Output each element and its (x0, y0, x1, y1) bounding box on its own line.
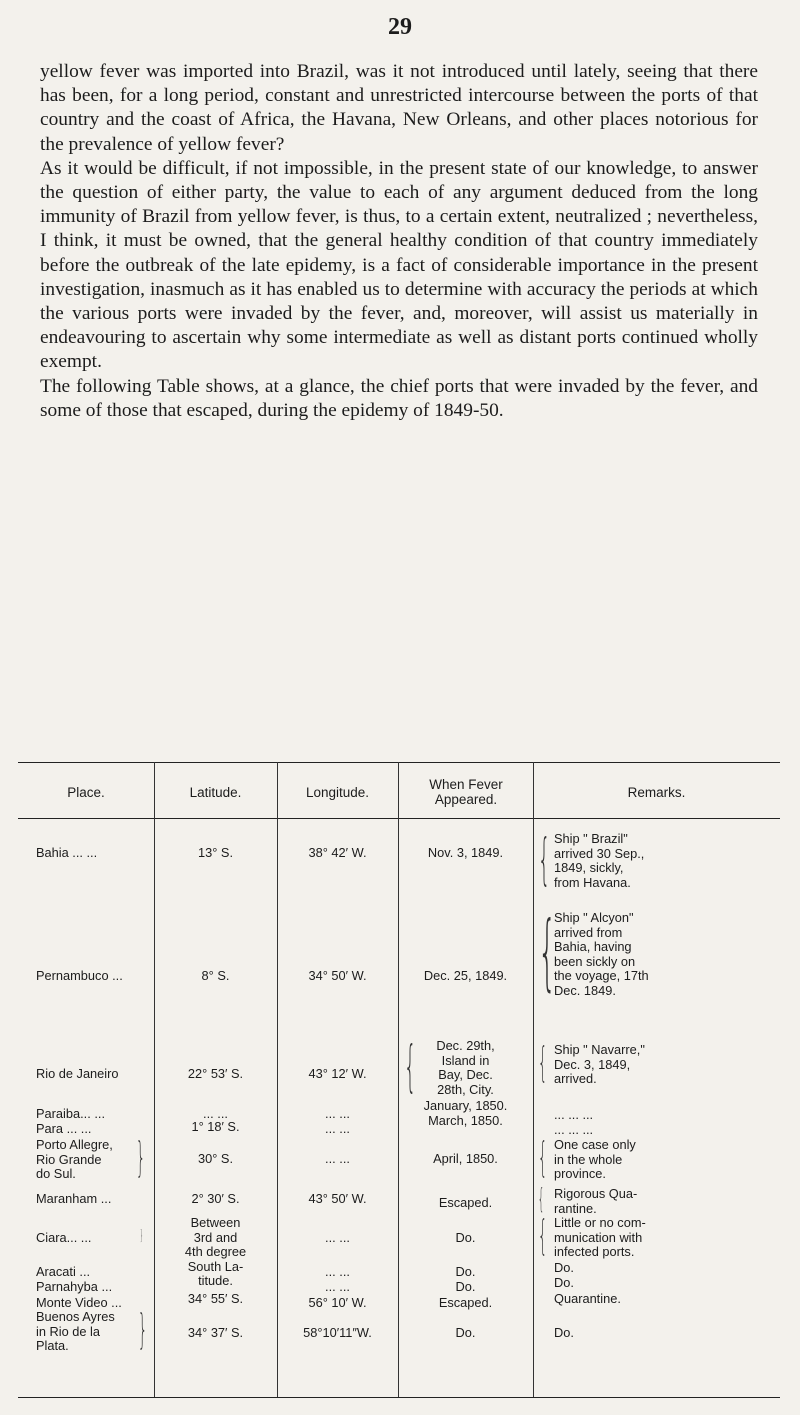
table-cell-place: Monte Video ... (36, 1295, 122, 1310)
table-cell-remarks: Dec. 3, 1849, (554, 1056, 631, 1072)
table-cell-place: Rio de Janeiro (36, 1066, 119, 1081)
table-cell-remarks: Ship " Alcyon" (554, 910, 634, 925)
brace-mark: { (538, 1211, 548, 1259)
paragraph: The following Table shows, at a glance, the chief ports that were invaded by the fever, and some of those that escaped, during the epidemy of 1849-50. (40, 375, 758, 421)
brace-mark: } (136, 1133, 146, 1181)
table-cell-longitude: ... ... (325, 1264, 350, 1279)
brace-mark: } (138, 1305, 148, 1353)
table-cell-remarks: province. (554, 1166, 606, 1181)
table-cell-place: Maranham ... (36, 1191, 112, 1206)
table-cell-remarks: Ship " Navarre," (554, 1042, 645, 1057)
table-cell-longitude: 38° 42′ W. (308, 845, 367, 860)
table-cell-latitude: 22° 53′ S. (187, 1066, 244, 1081)
brace-mark: { (538, 1183, 545, 1215)
table-cell-latitude: 2° 30′ S. (191, 1191, 240, 1206)
table-cell-remarks: from Havana. (554, 874, 631, 890)
header-when: When Fever Appeared. (429, 777, 503, 807)
table-cell-when: Do. (455, 1230, 476, 1245)
header-place: Place. (67, 784, 105, 800)
header-remarks: Remarks. (627, 784, 686, 800)
table-rule (18, 762, 780, 763)
table-cell-longitude: 43° 50′ W. (308, 1191, 367, 1206)
table-rule (18, 818, 780, 819)
table-cell-place: Porto Allegre, (36, 1137, 113, 1152)
table-cell-longitude: 34° 50′ W. (308, 968, 367, 983)
table-cell-when: Bay, Dec. (438, 1067, 493, 1082)
table-cell-remarks: the voyage, 17th (554, 968, 649, 983)
table-cell-when: Escaped. (438, 1195, 493, 1210)
table-cell-when: March, 1850. (428, 1113, 503, 1128)
table-cell-remarks: Ship " Brazil" (554, 831, 628, 846)
brace-mark: } (140, 1228, 144, 1244)
table-cell-remarks: ... ... ... (554, 1122, 594, 1137)
epidemic-table (18, 762, 780, 1402)
table-cell-latitude: 30° S. (198, 1151, 233, 1166)
table-cell-longitude: ... ... (325, 1151, 350, 1166)
table-cell-remarks: Bahia, having (554, 939, 632, 954)
table-cell-remarks: Rigorous Qua- (554, 1186, 638, 1201)
table-cell-when: Do. (455, 1264, 476, 1279)
table-cell-remarks: Quarantine. (554, 1291, 621, 1306)
table-cell-remarks: in the whole (554, 1151, 623, 1167)
table-cell-when: April, 1850. (433, 1151, 498, 1166)
table-cell-when: Do. (455, 1325, 476, 1340)
table-cell-when: 28th, City. (437, 1081, 494, 1097)
table-cell-place: Parnahyba ... (36, 1279, 113, 1294)
table-cell-longitude: ... ... (325, 1106, 350, 1121)
brace-mark: { (538, 827, 551, 891)
column-divider (533, 762, 534, 1397)
column-divider (277, 762, 278, 1397)
table-cell-remarks: Little or no com- (554, 1215, 646, 1230)
table-cell-remarks: ... ... ... (554, 1107, 594, 1122)
table-cell-remarks: rantine. (554, 1200, 597, 1216)
table-cell-remarks: arrived. (554, 1071, 597, 1086)
page-number: 29 (388, 14, 412, 40)
table-cell-remarks: arrived 30 Sep., (554, 845, 645, 861)
table-cell-longitude: ... ... (325, 1230, 350, 1245)
brace-mark: { (538, 1133, 548, 1181)
table-cell-place: Para ... ... (36, 1121, 92, 1136)
table-cell-latitude: titude. (198, 1273, 233, 1288)
table-cell-remarks: 1849, sickly, (554, 860, 624, 875)
table-cell-remarks: arrived from (554, 924, 623, 940)
table-cell-remarks: been sickly on (554, 953, 636, 969)
table-cell-when: Island in (441, 1052, 490, 1068)
table-cell-latitude: 3rd and (193, 1229, 238, 1245)
table-cell-place: Paraiba... ... (36, 1106, 105, 1121)
table-cell-when: Dec. 29th, (436, 1038, 495, 1053)
brace-mark: { (538, 904, 557, 1000)
table-cell-when: Nov. 3, 1849. (427, 845, 504, 860)
table-cell-latitude: 1° 18′ S. (191, 1119, 240, 1134)
table-cell-latitude: Between (190, 1215, 241, 1230)
table-cell-when: Escaped. (438, 1295, 493, 1310)
table-cell-remarks: Dec. 1849. (554, 982, 616, 998)
brace-mark: { (538, 1038, 548, 1086)
table-cell-remarks: Do. (554, 1325, 574, 1340)
table-cell-place: Pernambuco ... (36, 968, 123, 983)
table-cell-latitude: 34° 37′ S. (187, 1325, 244, 1340)
header-latitude: Latitude. (189, 784, 242, 800)
table-cell-longitude: 43° 12′ W. (308, 1066, 367, 1081)
table-cell-longitude: 56° 10′ W. (308, 1295, 367, 1310)
table-cell-when: Do. (455, 1279, 476, 1294)
table-cell-place: do Sul. (36, 1166, 76, 1181)
table-rule (18, 1397, 780, 1398)
table-cell-remarks: Do. (554, 1260, 574, 1275)
table-cell-place: Buenos Ayres (36, 1309, 115, 1324)
table-cell-place: in Rio de la (36, 1323, 101, 1339)
table-cell-remarks: Do. (554, 1275, 574, 1290)
table-cell-remarks: infected ports. (554, 1244, 635, 1259)
table-cell-longitude: ... ... (325, 1279, 350, 1294)
table-cell-place: Ciara... ... (36, 1230, 92, 1245)
header-longitude: Longitude. (305, 784, 370, 800)
table-cell-when: January, 1850. (423, 1098, 508, 1113)
table-cell-latitude: 34° 55′ S. (187, 1291, 244, 1306)
body-text (40, 60, 758, 423)
table-cell-longitude: 58°10′11″W. (303, 1325, 372, 1340)
table-cell-latitude: South La- (187, 1258, 244, 1274)
table-cell-latitude: 4th degree (184, 1244, 247, 1259)
table-cell-place: Rio Grande (36, 1151, 102, 1167)
table-cell-remarks: One case only (554, 1137, 636, 1152)
table-cell-remarks: munication with (554, 1229, 643, 1245)
column-divider (154, 762, 155, 1397)
table-cell-latitude: ... ... (203, 1106, 228, 1121)
column-divider (398, 762, 399, 1397)
table-cell-place: Aracati ... (36, 1264, 91, 1279)
table-cell-place: Plata. (36, 1338, 69, 1353)
paragraph: As it would be difficult, if not impossible, in the present state of our knowledge, to answer the question of either party, the value to each of any argument deduced from the long immunity of Brazil from yellow fever, is thus, to a certain extent, neutralized ; nevertheless, I think, it must be owned, that the general healthy condition of that country immediately before the outbreak of the late epidemy, is a fact of considerable importance in the present investigation, inasmuch as it has enabled us to determine with accuracy the periods at which the various ports were invaded by the fever, and, moreover, will assist us materially in endeavouring to ascertain why some intermediate as well as distant ports continued wholly exempt. (40, 157, 758, 373)
table-cell-when: Dec. 25, 1849. (423, 968, 508, 983)
table-cell-latitude: 13° S. (198, 845, 233, 860)
table-cell-place: Bahia ... ... (36, 845, 98, 860)
brace-mark: { (404, 1034, 417, 1098)
paragraph: yellow fever was imported into Brazil, was it not introduced until lately, seeing that there has been, for a long period, constant and unrestricted intercourse between the ports of that country and the coast of Africa, the Havana, New Orleans, and other places notorious for the prevalence of yellow fever? (40, 61, 758, 155)
table-cell-latitude: 8° S. (201, 968, 230, 983)
table-cell-longitude: ... ... (325, 1121, 350, 1136)
